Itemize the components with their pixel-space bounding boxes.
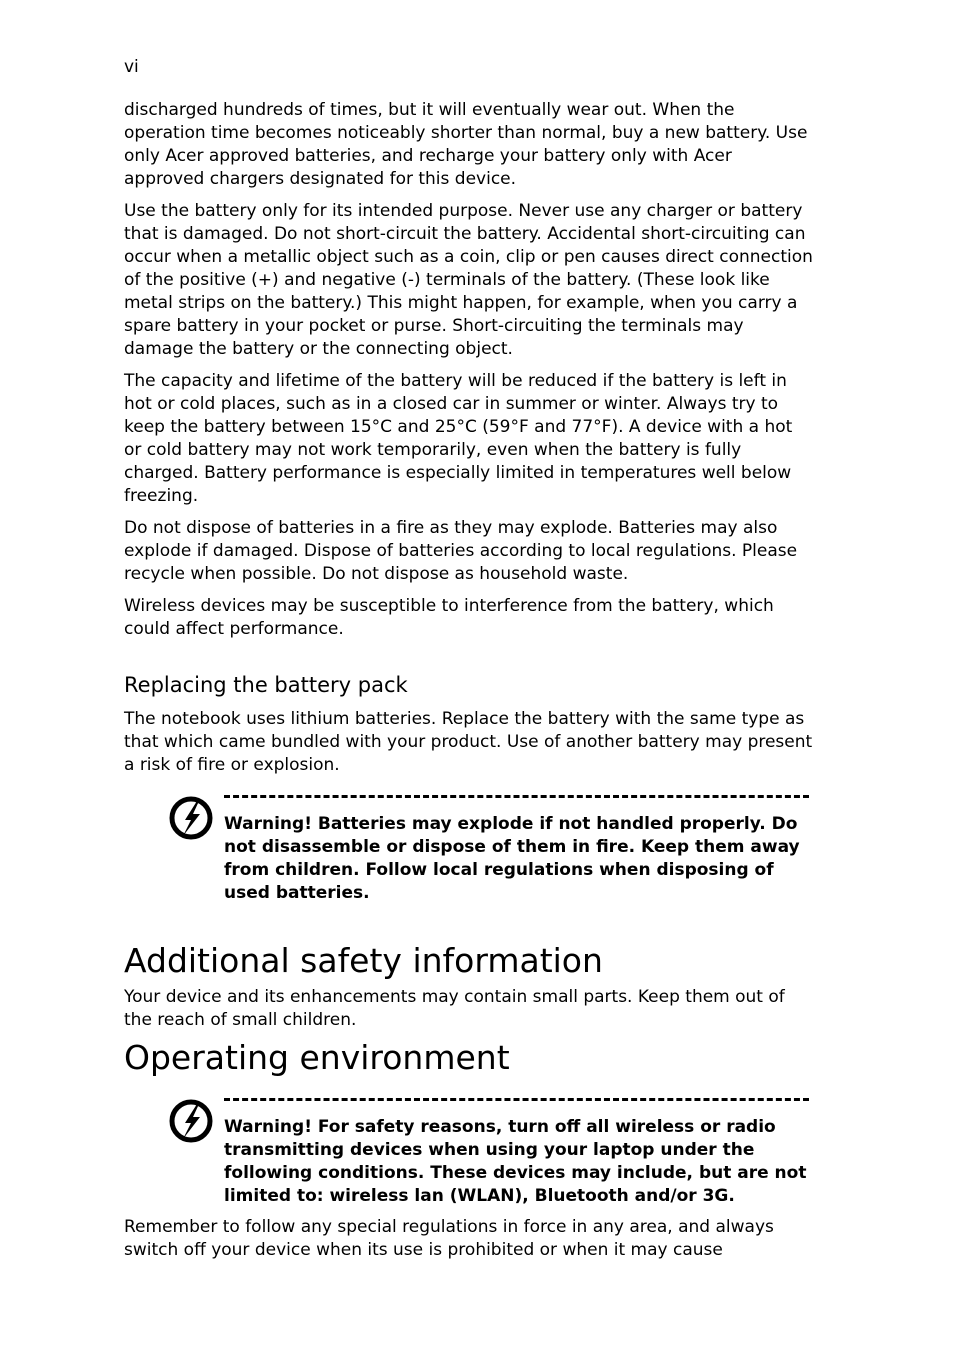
page-content <box>124 99 814 1271</box>
page-number: vi <box>124 57 139 77</box>
warning-divider <box>224 795 809 798</box>
body-paragraph-3: The capacity and lifetime of the battery will be reduced if the battery is left in hot or cold places, such as in a closed car in summer or winter. Always try to keep the battery between 15°C and 25°C (59°F and 77°F). A device with a hot or cold battery may not work temporarily, even when the battery is fully charged. Battery performance is especially limited in temperatures well below freezing. <box>124 371 793 506</box>
warning-divider <box>224 1098 809 1101</box>
lightning-warning-icon <box>168 1098 214 1144</box>
warning-text-battery: Warning! Batteries may explode if not handled properly. Do not disassemble or dispose of them in fire. Keep them away from children. Follow local regulations when disposing of used batteries. <box>224 814 800 903</box>
replacing-battery-paragraph: The notebook uses lithium batteries. Replace the battery with the same type as that which came bundled with your product. Use of another battery may present a risk of fire or explosion. <box>124 709 813 775</box>
section-heading-replacing-battery: Replacing the battery pack <box>124 673 408 697</box>
body-paragraph-5: Wireless devices may be susceptible to interference from the battery, which could affect performance. <box>124 596 774 639</box>
body-paragraph-4: Do not dispose of batteries in a fire as they may explode. Batteries may also explode if damaged. Dispose of batteries according to local regulations. Please recycle when possible. Do not dispose as household waste. <box>124 518 798 584</box>
section-heading-operating-environment: Operating environment <box>124 1038 510 1077</box>
warning-text-wireless: Warning! For safety reasons, turn off all wireless or radio transmitting devices when using your laptop under the following conditions. These devices may include, but are not limited to: wireless lan (WLAN), Bluetooth and/or 3G. <box>224 1117 807 1206</box>
additional-safety-paragraph: Your device and its enhancements may contain small parts. Keep them out of the reach of small children. <box>124 987 785 1030</box>
section-heading-additional-safety: Additional safety information <box>124 941 603 980</box>
lightning-warning-icon <box>168 795 214 841</box>
body-paragraph-1: discharged hundreds of times, but it will eventually wear out. When the operation time becomes noticeably shorter than normal, buy a new battery. Use only Acer approved batteries, and recharge your battery only with Acer approved chargers designated for this device. <box>124 100 808 189</box>
warning-block-battery <box>124 795 809 905</box>
operating-environment-paragraph: Remember to follow any special regulations in force in any area, and always switch off your device when its use is prohibited or when it may cause <box>124 1217 774 1260</box>
warning-block-wireless <box>124 1098 809 1208</box>
body-paragraph-2: Use the battery only for its intended purpose. Never use any charger or battery that is damaged. Do not short-circuit the battery. Accidental short-circuiting can occur when a metallic object such as a coin, clip or pen causes direct connection of the positive (+) and negative (-) terminals of the battery. (These look like metal strips on the battery.) This might happen, for example, when you carry a spare battery in your pocket or purse. Short-circuiting the terminals may damage the battery or the connecting object. <box>124 201 813 359</box>
